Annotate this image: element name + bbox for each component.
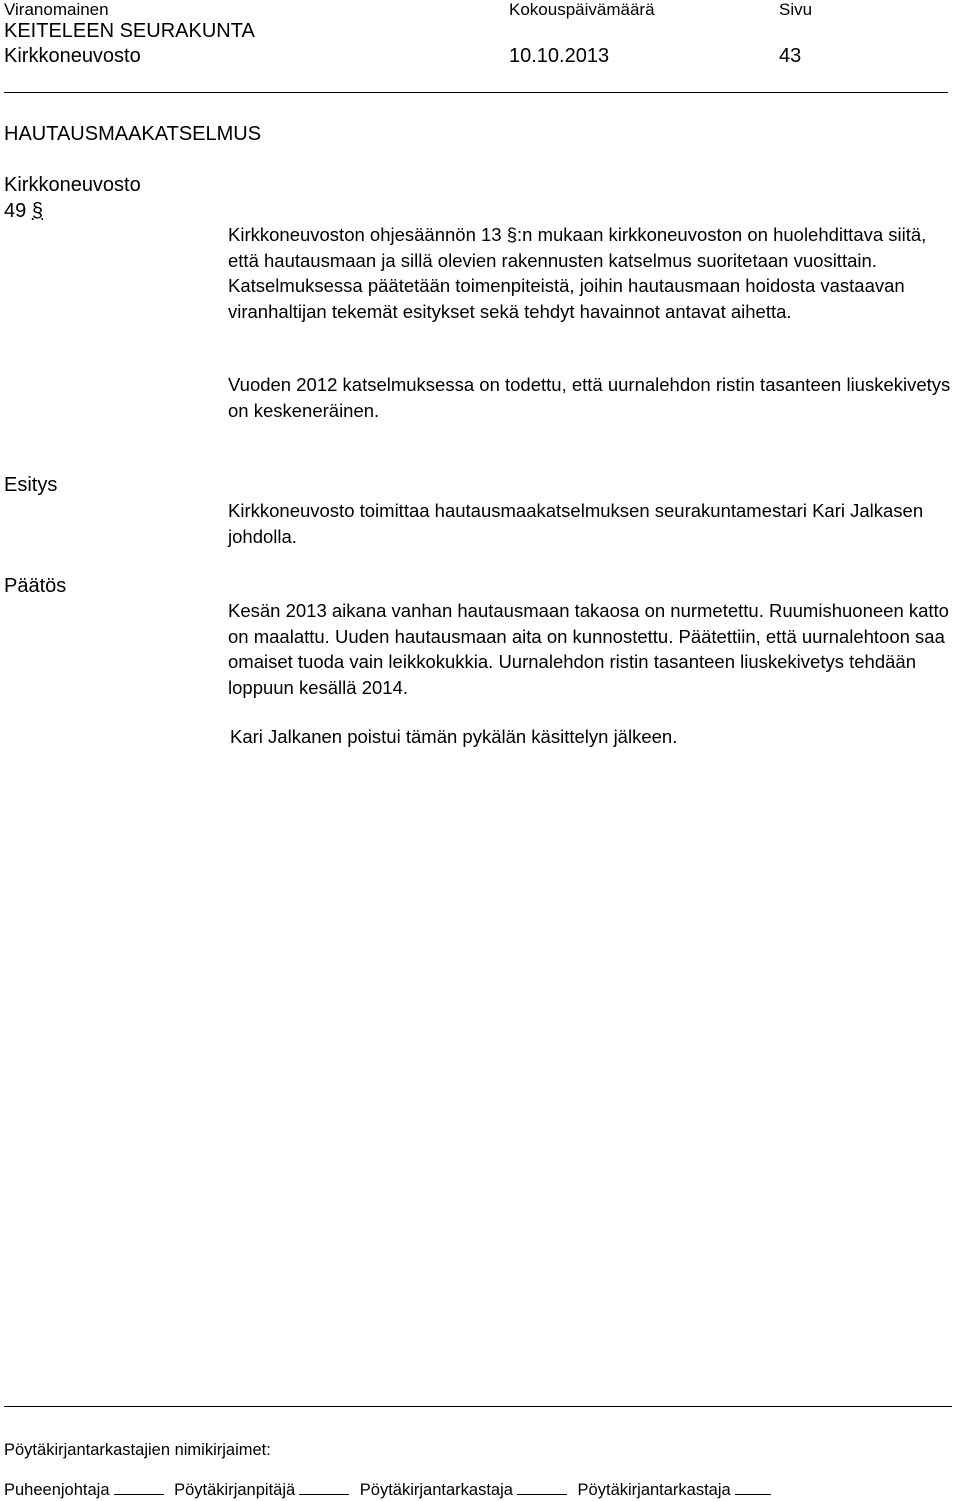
header-page-number: 43 <box>779 45 802 67</box>
section-number: 49 <box>4 200 27 222</box>
role-secretary: Pöytäkirjanpitäjä <box>174 1481 296 1499</box>
signature-line-chairperson <box>114 1480 164 1495</box>
section-number-line <box>4 199 43 223</box>
header-divider <box>4 92 948 93</box>
signature-line-inspector-2 <box>735 1480 771 1495</box>
role-chairperson: Puheenjohtaja <box>4 1481 110 1499</box>
header-col2-label: Kokouspäivämäärä <box>509 0 655 19</box>
header-col3-label: Sivu <box>779 0 813 19</box>
footer-divider <box>4 1406 952 1407</box>
esitys-block <box>228 498 952 549</box>
organization-name: KEITELEEN SEURAKUNTA <box>4 20 255 42</box>
section-body-name: Kirkkoneuvosto <box>4 174 141 196</box>
signature-line-secretary <box>299 1480 349 1495</box>
signature-line-inspector-1 <box>517 1480 567 1495</box>
recusal-note: Kari Jalkanen poistui tämän pykälän käsittelyn jälkeen. <box>230 726 678 747</box>
paatos-label: Päätös <box>4 575 67 597</box>
paragraph-2: Vuoden 2012 katselmuksessa on todettu, että uurnalehdon ristin tasanteen liuskekivetys on keskeneräinen. <box>228 374 951 421</box>
paragraph-1: Kirkkoneuvoston ohjesäännön 13 §:n mukaan kirkkoneuvoston on huolehdittava siitä, että hautausmaan ja sillä olevien rakennusten katselmus suoritetaan vuosittain. Katselmuksessa päätetään toimenpiteistä, joihin hautausmaan hoidosta vastaavan viranhaltijan tekemät esitykset sekä tehdyt havainnot antavat aihetta. <box>228 224 927 322</box>
esitys-label: Esitys <box>4 474 58 496</box>
role-inspector-1: Pöytäkirjantarkastaja <box>359 1481 513 1499</box>
header-col1-label: Viranomainen <box>4 0 109 19</box>
role-inspector-2: Pöytäkirjantarkastaja <box>577 1481 731 1499</box>
section-mark: § <box>31 200 43 222</box>
paatos-text: Kesän 2013 aikana vanhan hautausmaan takaosa on nurmetettu. Ruumishuoneen katto on maalattu. Uuden hautausmaan aita on kunnostettu. Päätettiin, että uurnalehtoon saa omaiset tuoda vain leikkokukkia. Uurnalehdon ristin tasanteen liuskekivetys tehdään loppuun kesällä 2014. <box>228 600 949 698</box>
page-title: HAUTAUSMAAKATSELMUS <box>4 123 262 145</box>
paatos-block <box>228 598 952 700</box>
header-authority: Kirkkoneuvosto <box>4 45 141 67</box>
signature-row <box>4 1480 777 1500</box>
esitys-text: Kirkkoneuvosto toimittaa hautausmaakatselmuksen seurakuntamestari Kari Jalkasen johdolla. <box>228 500 924 547</box>
header-date: 10.10.2013 <box>509 45 610 67</box>
paragraph-previous-inspection <box>228 372 952 423</box>
paragraph-intro <box>228 222 952 324</box>
signatures-label: Pöytäkirjantarkastajien nimikirjaimet: <box>4 1441 271 1459</box>
